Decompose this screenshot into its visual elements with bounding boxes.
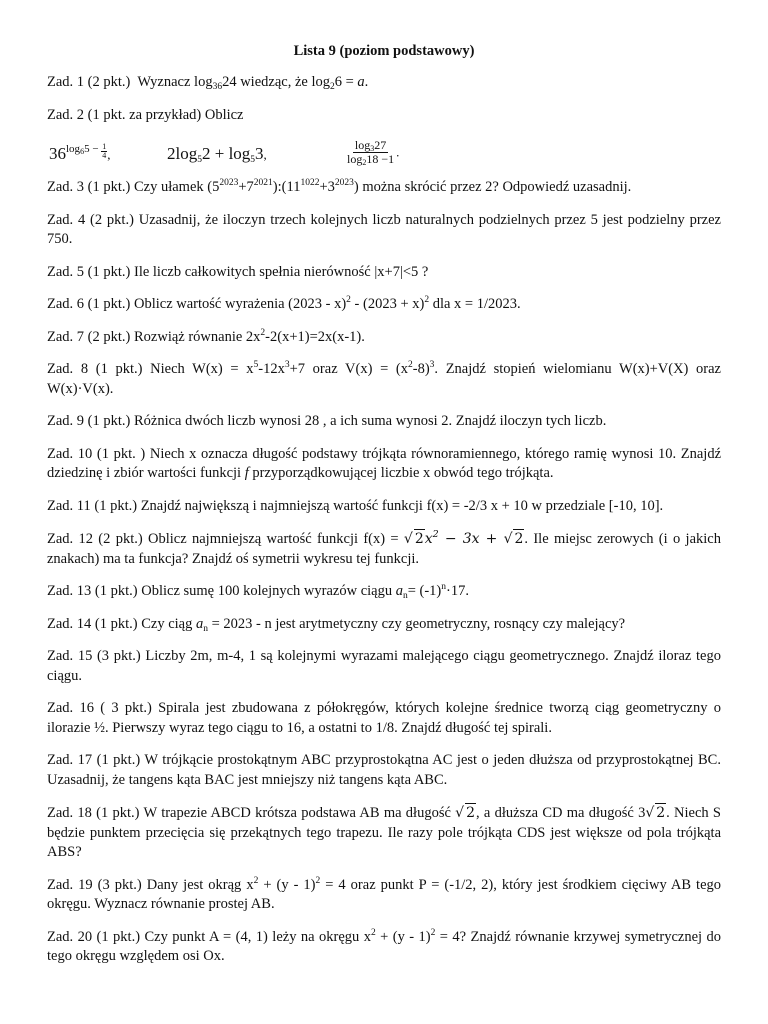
task-label: Zad. 12 (2 pkt.) [47,531,143,547]
task-20: Zad. 20 (1 pkt.) Czy punkt A = (4, 1) leży na okręgu $x^2 + (y - 1)^2 = 4$? Znajdź równanie krzywej symetrycznej do tego okręgu względem osi Ox. [47,927,721,964]
task-19: Zad. 19 (3 pkt.) Dany jest okrąg $x^2 + (y - 1)^2 = 4$ oraz punkt P = (-1/2, 2), który jest środkiem cięciwy AB tego okręgu. Wyznacz równanie prostej AB. [47,875,722,912]
task-9: Zad. 9 (1 pkt.) Różnica dwóch liczb wynosi 28 , a ich suma wynosi 2. Znajdź iloczyn tych liczb. [47,413,607,429]
task-label: Zad. 14 (1 pkt.) [47,615,138,632]
task-13: Zad. 13 (1 pkt.) Oblicz sumę 100 kolejnych wyrazów ciągu $a_n= (-1)^n\cdot 17$. [47,582,469,601]
task-18: Zad. 18 (1 pkt.) W trapezie ABCD krótsza podstawa AB ma długość √ 2, a dłuższa CD ma długość 3√ 2. Niech S będzie punktem przecięcia się przekątnych tego trapezu. Ile razy pole trójkąta CDS jest większe od pola trójkąta ABS? [47,805,721,860]
task-label: Zad. 13 (1 pkt.) [47,583,138,599]
formula-3: $\frac{\log_327}{\log_218 -1}$ . [347,138,400,167]
task-11: Zad. 11 (1 pkt.) Znajdź największą i najmniejszą wartość funkcji f(x) = -2/3 x + 10 w przedziale [-10, 10]. [47,497,664,514]
task-2-formulas [47,134,721,168]
task-15: Zad. 15 (3 pkt.) Liczby 2m, m-4, 1 są kolejnymi wyrazami malejącego ciągu geometrycznego. Znajdź iloraz tego ciągu. [47,648,721,684]
task-label: Zad. 19 (3 pkt.) [47,876,142,893]
task-12: Zad. 12 (2 pkt.) Oblicz najmniejszą wartość funkcji f(x) = √ $2x^2 - 3x$ + √ 2. Ile miejsc zerowych (i o jakich znakach) ma ta funkcja? Znajdź oś symetrii wykresu tej funkcji. [47,529,721,567]
formula-2: $2\log_52 + \log_53$, [167,144,267,165]
task-label: Zad. 6 (1 pkt.) [47,296,131,312]
task-3: Zad. 3 (1 pkt.) Czy ułamek $(5^{2023}+7^{2021}):(11^{1022}+3^{2023})$ można skrócić przez 2? Odpowiedź uzasadnij. [47,178,632,195]
task-10: Zad. 10 (1 pkt. ) Niech x oznacza długość podstawy trójkąta równoramiennego, którego ramię wynosi 10. Znajdź dziedzinę i zbiór wartości funkcji f przyporządkowującej liczbie x obwód tego trójkąta. [47,445,722,481]
task-2: Zad. 2 (1 pkt. za przykład) Oblicz [47,106,244,123]
task-label: Zad. 16 ( 3 pkt.) [47,700,152,716]
task-label: Zad. 20 (1 pkt.) [47,928,141,945]
task-label: Zad. 11 (1 pkt.) [47,497,138,514]
formula-1: $36^{log_65 - \frac{1}{4}}$ , [49,142,111,163]
task-5: Zad. 5 (1 pkt.) Ile liczb całkowitych spełnia nierówność |x+7|<5 ? [47,263,429,280]
task-label: Zad. 1 (2 pkt.) [47,74,131,90]
task-8: Zad. 8 (1 pkt.) Niech $W(x) = x^5-12x^3+7$ oraz $V(x) = (x^2-8)^3$. Znajdź stopień wielomianu W(x)+V(X) oraz W(x)·V(x). [47,360,721,397]
task-1: Zad. 1 (2 pkt.) Wyznacz $\log_{36}24$ wiedząc, że $\log_26 = a$. [47,74,369,92]
task-label: Zad. 18 (1 pkt.) [47,805,140,821]
task-label: Zad. 9 (1 pkt.) [47,413,131,429]
task-label: Zad. 10 (1 pkt. ) [47,445,146,462]
task-label: Zad. 8 (1 pkt.) [47,361,143,377]
task-label: Zad. 4 (2 pkt.) [47,211,134,228]
page-title: Lista 9 (poziom podstawowy) [293,43,475,59]
task-label: Zad. 3 (1 pkt.) [47,179,131,195]
task-4: Zad. 4 (2 pkt.) Uzasadnij, że iloczyn trzech kolejnych liczb naturalnych podzielnych przez 5 jest podzielny przez 750. [47,211,721,247]
task-7: Zad. 7 (2 pkt.) Rozwiąż równanie $2x^2-2(x+1)=2x(x-1)$. [47,327,365,345]
task-label: Zad. 2 (1 pkt. za przykład) [47,106,202,123]
task-label: Zad. 15 (3 pkt.) [47,648,141,664]
task-17: Zad. 17 (1 pkt.) W trójkącie prostokątnym ABC przyprostokątna AC jest o jeden dłuższa od przyprostokątnej BC. Uzasadnij, że tangens kąta BAC jest mniejszy niż tangens kąta ABC. [47,752,721,788]
task-14: Zad. 14 (1 pkt.) Czy ciąg $a_n = 2023 - n$ jest arytmetyczny czy geometryczny, rosnący czy malejący? [47,615,626,634]
task-16: Zad. 16 ( 3 pkt.) Spirala jest zbudowana z półokręgów, których kolejne średnice tworzą ciąg geometryczny o ilorazie ½. Pierwszy wyraz tego ciągu to 16, a ostatni to 1/8. Znajdź długość tej spirali. [47,700,721,736]
task-6: Zad. 6 (1 pkt.) Oblicz wartość wyrażenia $(2023 - x)^2 - (2023 + x)^2$ dla x = 1/2023. [47,295,521,312]
task-label: Zad. 5 (1 pkt.) [47,263,131,280]
task-label: Zad. 17 (1 pkt.) [47,752,141,768]
task-label: Zad. 7 (2 pkt.) [47,328,131,345]
